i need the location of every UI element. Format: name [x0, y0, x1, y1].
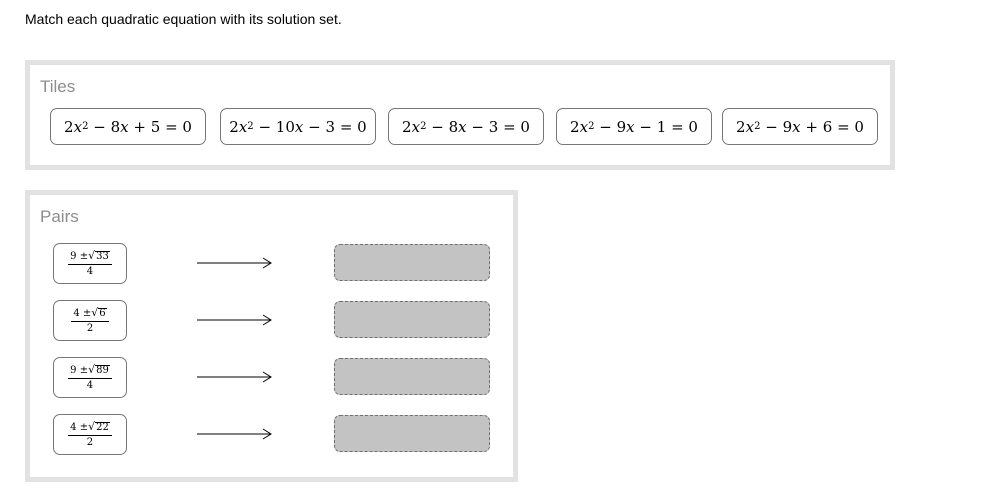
- equals-zero: = 0: [837, 117, 864, 136]
- var-x: x: [73, 117, 83, 136]
- fraction-denominator: 2: [86, 322, 94, 334]
- op-c: −: [471, 117, 484, 136]
- coef-c: 3: [488, 117, 499, 136]
- op-c: −: [308, 117, 321, 136]
- solution-set-card: [53, 243, 127, 284]
- solution-set-card: [53, 357, 127, 398]
- tiles-panel: [25, 60, 895, 170]
- equals-zero: = 0: [165, 117, 192, 136]
- var-x: x: [411, 117, 421, 136]
- drop-zone[interactable]: [334, 301, 490, 338]
- pairs-panel-title: Pairs: [40, 207, 79, 226]
- equation-tile[interactable]: 2 x 2 − 10 x − 3 = 0: [220, 108, 376, 145]
- equals-zero: = 0: [503, 117, 530, 136]
- coef-b: 10: [275, 117, 295, 136]
- coef-b: 8: [448, 117, 459, 136]
- coef-c: 1: [656, 117, 667, 136]
- var-x: x: [626, 117, 635, 136]
- op-b: −: [599, 117, 612, 136]
- radicand: 33: [96, 250, 109, 262]
- solution-set-card: [53, 414, 127, 455]
- fraction-denominator: 4: [86, 379, 94, 391]
- numerator-lead: 9 ±: [70, 250, 89, 262]
- coef-b: 9: [782, 117, 793, 136]
- equation-tile[interactable]: 2 x 2 − 8 x + 5 = 0: [50, 108, 206, 145]
- var-x: x: [745, 117, 755, 136]
- square-root: [88, 362, 110, 376]
- fraction-numerator: [71, 305, 108, 322]
- op-c: +: [805, 117, 818, 136]
- coef-a: 2: [570, 117, 580, 136]
- coef-b: 9: [616, 117, 627, 136]
- equation-tile[interactable]: 2 x 2 − 9 x + 6 = 0: [722, 108, 878, 145]
- coef-b: 8: [110, 117, 121, 136]
- square-root: [88, 248, 110, 262]
- solution-set-card: [53, 300, 127, 341]
- radical-sign: √: [88, 362, 96, 376]
- equals-zero: = 0: [671, 117, 698, 136]
- pairs-panel: [25, 190, 518, 482]
- tiles-panel-title: Tiles: [40, 77, 76, 96]
- op-b: −: [431, 117, 444, 136]
- fraction-denominator: 2: [86, 436, 94, 448]
- coef-a: 2: [229, 117, 239, 136]
- coef-a: 2: [736, 117, 746, 136]
- var-x: x: [120, 117, 129, 136]
- var-x: x: [792, 117, 801, 136]
- fraction-denominator: 4: [86, 265, 94, 277]
- op-b: −: [765, 117, 778, 136]
- fraction-numerator: [68, 248, 112, 265]
- var-x: x: [579, 117, 589, 136]
- fraction-numerator: [68, 362, 112, 379]
- op-b: −: [258, 117, 272, 136]
- numerator-lead: 4 ±: [70, 421, 89, 433]
- square-root: [88, 419, 110, 433]
- op-b: −: [93, 117, 106, 136]
- solution-fraction: [68, 419, 112, 448]
- coef-a: 2: [402, 117, 412, 136]
- numerator-lead: 9 ±: [70, 364, 89, 376]
- arrow-right-icon: [197, 257, 273, 269]
- drop-zone[interactable]: [334, 244, 490, 281]
- solution-fraction: [68, 248, 112, 277]
- var-x: x: [458, 117, 467, 136]
- equation-tile[interactable]: 2 x 2 − 8 x − 3 = 0: [388, 108, 544, 145]
- coef-c: 5: [150, 117, 161, 136]
- var-x: x: [294, 117, 304, 136]
- solution-fraction: [68, 362, 112, 391]
- drop-zone[interactable]: [334, 415, 490, 452]
- arrow-right-icon: [197, 371, 273, 383]
- equals-zero: = 0: [339, 117, 367, 136]
- radical-sign: √: [91, 305, 99, 319]
- coef-c: 3: [325, 117, 336, 136]
- radicand: 6: [99, 307, 106, 319]
- var-x: x: [238, 117, 248, 136]
- instructions: Match each quadratic equation with its solution set.: [25, 11, 342, 27]
- solution-fraction: [71, 305, 108, 334]
- op-c: −: [639, 117, 652, 136]
- radicand: 22: [96, 421, 109, 433]
- equation-tile[interactable]: 2 x 2 − 9 x − 1 = 0: [556, 108, 712, 145]
- square-root: [91, 305, 106, 319]
- drop-zone[interactable]: [334, 358, 490, 395]
- coef-a: 2: [64, 117, 74, 136]
- arrow-right-icon: [197, 314, 273, 326]
- fraction-numerator: [68, 419, 112, 436]
- radical-sign: √: [88, 248, 96, 262]
- arrow-right-icon: [197, 428, 273, 440]
- coef-c: 6: [822, 117, 833, 136]
- radicand: 89: [96, 364, 109, 376]
- numerator-lead: 4 ±: [73, 307, 92, 319]
- op-c: +: [133, 117, 146, 136]
- radical-sign: √: [88, 419, 96, 433]
